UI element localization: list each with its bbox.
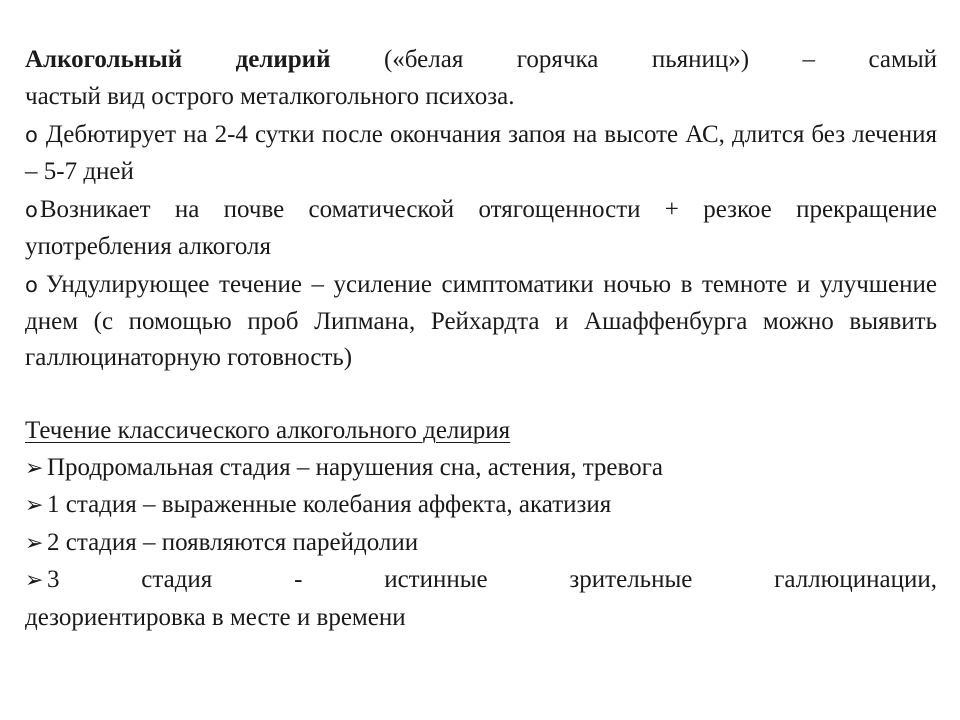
- point-item: [25, 192, 937, 265]
- spacer: [25, 377, 937, 414]
- point-text: Возникает на почве соматической отягощенности + резкое прекращение употребления алкоголя: [25, 196, 937, 260]
- point-item: [25, 267, 937, 377]
- stage-text: Продромальная стадия – нарушения сна, астения, тревога: [47, 453, 664, 481]
- course-heading-text: Течение классического алкогольного делирия: [25, 417, 511, 444]
- intro-line-2: частый вид острого металкогольного психоза.: [25, 82, 515, 110]
- course-heading: [25, 413, 937, 450]
- arrow-bullet-icon: ➢: [25, 455, 44, 481]
- intro-title-continuation: («белая горячка пьяниц») – самый: [383, 46, 938, 73]
- stage-item: [25, 525, 937, 563]
- point-text: Ундулирующее течение – усиление симптоматики ночью в темноте и улучшение днем (с помощью проб Липмана, Рейхардта и Ашаффенбурга можно выявить галлюцинаторную готовность): [25, 271, 937, 371]
- stage-item-3: [25, 562, 937, 600]
- stage-3-line-2: дезориентировка в месте и времени: [25, 603, 406, 631]
- stage-text: 2 стадия – появляются парейдолии: [47, 528, 419, 556]
- intro-paragraph: [25, 42, 937, 79]
- stage-3-word: галлюцинации,: [774, 566, 937, 593]
- stage-3-word: истинные: [384, 566, 488, 593]
- circle-bullet-icon: o: [25, 123, 38, 147]
- stage-3-number: ➢ 3: [25, 562, 60, 600]
- slide-content: [25, 42, 937, 636]
- stage-text: 1 стадия – выраженные колебания аффекта, акатизия: [47, 491, 612, 518]
- arrow-bullet-icon: ➢: [25, 530, 44, 556]
- point-item: [25, 117, 937, 190]
- intro-title: Алкогольный делирий: [25, 46, 331, 73]
- circle-bullet-icon: o: [25, 273, 38, 297]
- circle-bullet-icon: o: [25, 198, 38, 222]
- stage-item: [25, 487, 937, 525]
- arrow-bullet-icon: ➢: [25, 568, 44, 593]
- stage-3-word: зрительные: [569, 566, 693, 593]
- stage-item: [25, 450, 937, 488]
- point-text: Дебютирует на 2-4 сутки после окончания запоя на высоте АС, длится без лечения – 5-7 дней: [25, 121, 937, 185]
- stage-3-word: -: [294, 566, 303, 593]
- stage-3-word: стадия: [141, 566, 213, 593]
- arrow-bullet-icon: ➢: [25, 493, 44, 518]
